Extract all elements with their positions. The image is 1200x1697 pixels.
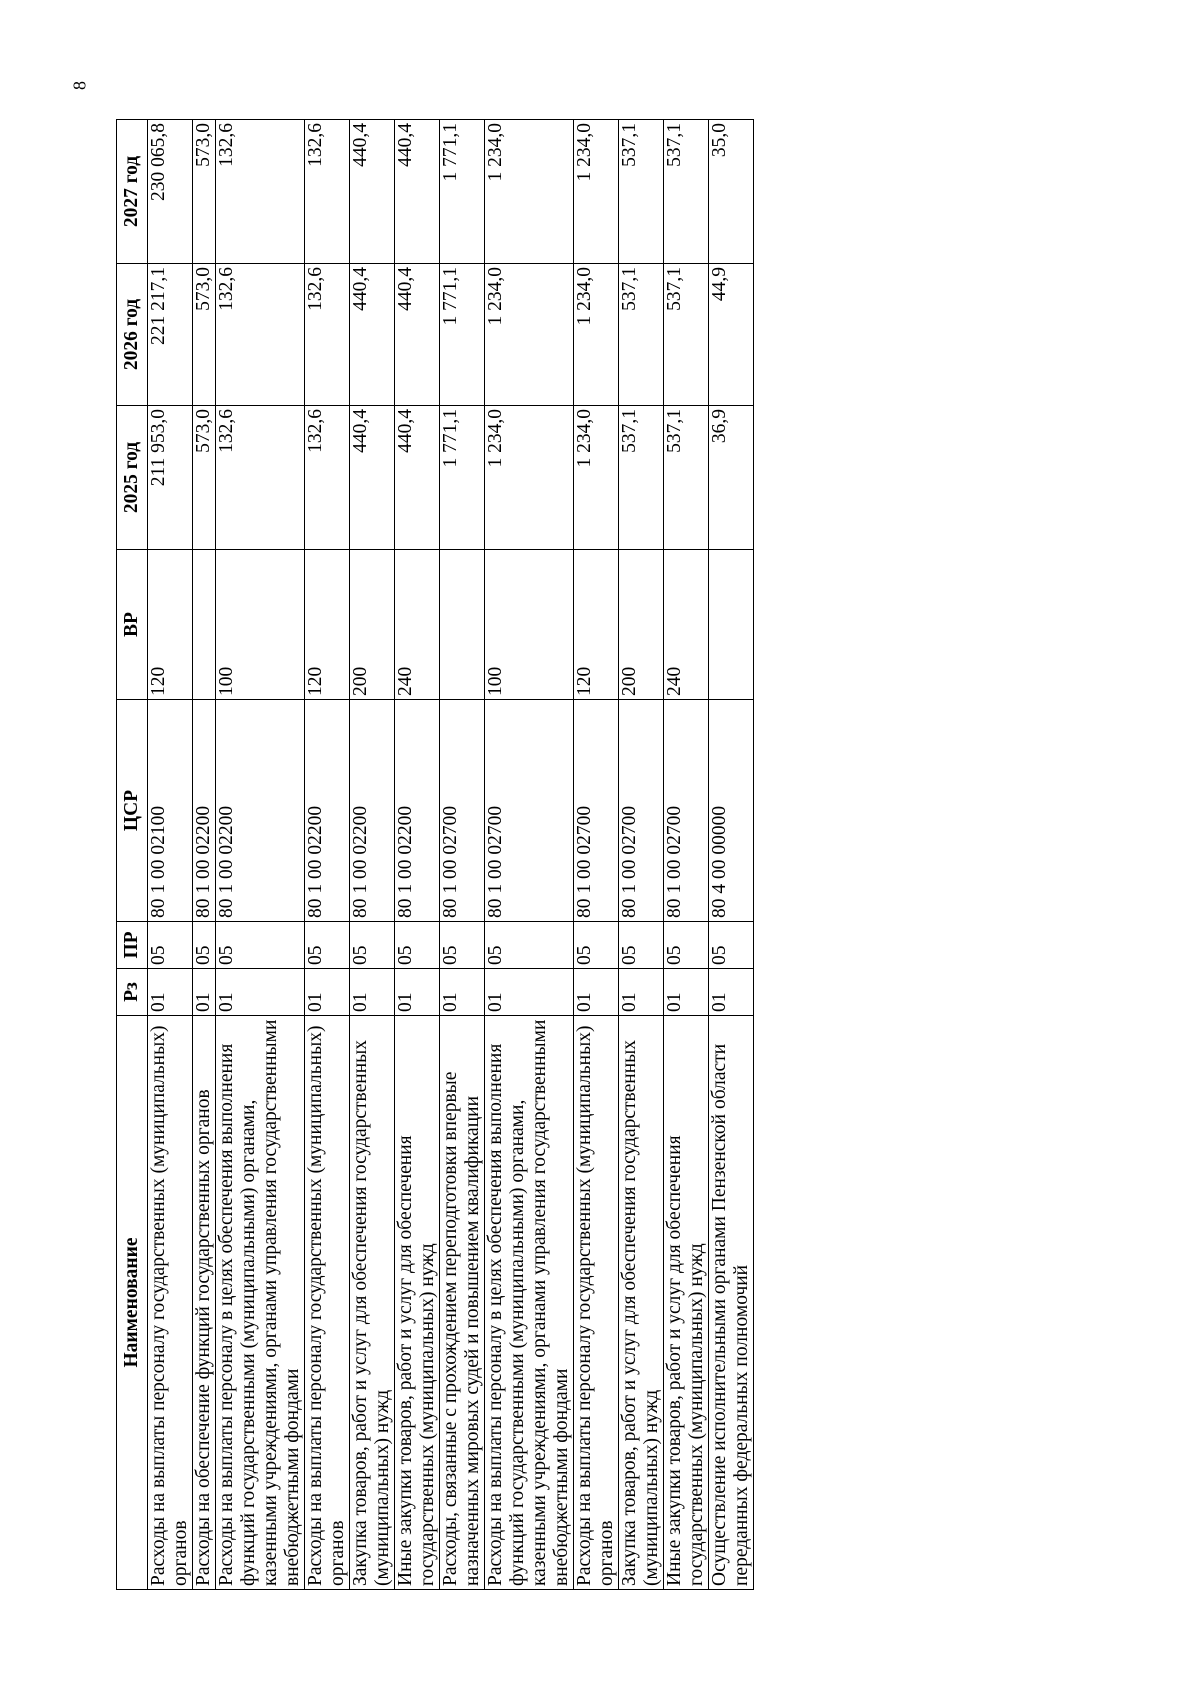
- header-2025: 2025 год: [117, 406, 148, 550]
- cell-2027: 440,4: [350, 120, 395, 264]
- cell-2025: 1 234,0: [574, 406, 619, 550]
- cell-2025: 537,1: [619, 406, 664, 550]
- header-row: [117, 120, 148, 1590]
- cell-2027: 537,1: [619, 120, 664, 264]
- cell-vr: 100: [216, 550, 305, 700]
- cell-2027: 132,6: [305, 120, 350, 264]
- table-row: [193, 120, 216, 1590]
- cell-csr: 80 1 00 02700: [574, 700, 619, 922]
- header-name: Наименование: [117, 1016, 148, 1590]
- cell-pr: 05: [148, 922, 193, 969]
- cell-2026: 537,1: [664, 264, 709, 406]
- cell-2027: 440,4: [395, 120, 440, 264]
- cell-name: Иные закупки товаров, работ и услуг для обеспечения государственных (муниципальных) нужд: [664, 1016, 709, 1590]
- cell-2025: 1 771,1: [440, 406, 485, 550]
- table-row: [305, 120, 350, 1590]
- cell-2027: 573,0: [193, 120, 216, 264]
- header-2026: 2026 год: [117, 264, 148, 406]
- cell-pr: 05: [664, 922, 709, 969]
- cell-rz: 01: [395, 969, 440, 1016]
- cell-2025: 132,6: [216, 406, 305, 550]
- budget-table: [116, 119, 754, 1590]
- cell-vr: 120: [148, 550, 193, 700]
- header-vr: ВР: [117, 550, 148, 700]
- cell-rz: 01: [193, 969, 216, 1016]
- cell-2026: 132,6: [216, 264, 305, 406]
- cell-pr: 05: [619, 922, 664, 969]
- table-row: [619, 120, 664, 1590]
- cell-pr: 05: [193, 922, 216, 969]
- cell-2026: 44,9: [709, 264, 754, 406]
- header-csr: ЦСР: [117, 700, 148, 922]
- cell-csr: 80 1 00 02700: [485, 700, 574, 922]
- cell-rz: 01: [305, 969, 350, 1016]
- cell-pr: 05: [305, 922, 350, 969]
- cell-2026: 1 234,0: [574, 264, 619, 406]
- cell-2026: 1 234,0: [485, 264, 574, 406]
- cell-2027: 230 065,8: [148, 120, 193, 264]
- cell-2025: 537,1: [664, 406, 709, 550]
- cell-rz: 01: [216, 969, 305, 1016]
- rotated-table-container: [116, 120, 1021, 1590]
- cell-pr: 05: [709, 922, 754, 969]
- cell-csr: 80 1 00 02100: [148, 700, 193, 922]
- cell-2025: 36,9: [709, 406, 754, 550]
- cell-rz: 01: [440, 969, 485, 1016]
- cell-2026: 221 217,1: [148, 264, 193, 406]
- cell-csr: 80 1 00 02700: [440, 700, 485, 922]
- cell-rz: 01: [664, 969, 709, 1016]
- cell-pr: 05: [574, 922, 619, 969]
- table-row: [216, 120, 305, 1590]
- cell-2026: 440,4: [395, 264, 440, 406]
- cell-csr: 80 1 00 02700: [619, 700, 664, 922]
- cell-2025: 132,6: [305, 406, 350, 550]
- cell-name: Осуществление исполнительными органами Пензенской области переданных федеральных полномочий: [709, 1016, 754, 1590]
- cell-vr: [193, 550, 216, 700]
- cell-csr: 80 1 00 02200: [216, 700, 305, 922]
- cell-rz: 01: [619, 969, 664, 1016]
- cell-2026: 573,0: [193, 264, 216, 406]
- cell-pr: 05: [350, 922, 395, 969]
- cell-2027: 1 234,0: [574, 120, 619, 264]
- cell-2027: 35,0: [709, 120, 754, 264]
- cell-csr: 80 1 00 02200: [395, 700, 440, 922]
- cell-csr: 80 1 00 02200: [193, 700, 216, 922]
- cell-vr: [440, 550, 485, 700]
- table-row: [148, 120, 193, 1590]
- cell-2027: 537,1: [664, 120, 709, 264]
- cell-pr: 05: [395, 922, 440, 969]
- cell-vr: 200: [619, 550, 664, 700]
- cell-vr: 120: [574, 550, 619, 700]
- cell-name: Расходы, связанные с прохождением переподготовки впервые назначенных мировых судей и повышением квалификации: [440, 1016, 485, 1590]
- header-pr: ПР: [117, 922, 148, 969]
- header-rz: Рз: [117, 969, 148, 1016]
- table-row: [664, 120, 709, 1590]
- cell-vr: 240: [395, 550, 440, 700]
- cell-csr: 80 1 00 02200: [350, 700, 395, 922]
- table-row: [440, 120, 485, 1590]
- cell-rz: 01: [709, 969, 754, 1016]
- header-2027: 2027 год: [117, 120, 148, 264]
- cell-csr: 80 1 00 02700: [664, 700, 709, 922]
- cell-pr: 05: [216, 922, 305, 969]
- table-row: [485, 120, 574, 1590]
- cell-vr: 120: [305, 550, 350, 700]
- cell-rz: 01: [574, 969, 619, 1016]
- table-row: [574, 120, 619, 1590]
- cell-2025: 440,4: [395, 406, 440, 550]
- cell-csr: 80 1 00 02200: [305, 700, 350, 922]
- cell-rz: 01: [350, 969, 395, 1016]
- cell-name: Расходы на выплаты персоналу государственных (муниципальных) органов: [305, 1016, 350, 1590]
- cell-2025: 573,0: [193, 406, 216, 550]
- cell-2026: 440,4: [350, 264, 395, 406]
- cell-name: Расходы на выплаты персоналу в целях обеспечения выполнения функций государственными (муниципальными) органами, казенными учреждениями, органами управления государственными внебюджетными фондами: [216, 1016, 305, 1590]
- cell-2026: 1 771,1: [440, 264, 485, 406]
- cell-name: Закупка товаров, работ и услуг для обеспечения государственных (муниципальных) нужд: [350, 1016, 395, 1590]
- table-row: [395, 120, 440, 1590]
- page-number: 8: [69, 81, 90, 90]
- cell-2025: 440,4: [350, 406, 395, 550]
- cell-2025: 211 953,0: [148, 406, 193, 550]
- cell-csr: 80 4 00 00000: [709, 700, 754, 922]
- cell-2025: 1 234,0: [485, 406, 574, 550]
- cell-rz: 01: [485, 969, 574, 1016]
- table-row: [350, 120, 395, 1590]
- cell-pr: 05: [485, 922, 574, 969]
- table-body: [148, 120, 754, 1590]
- table-row: [709, 120, 754, 1590]
- cell-vr: 100: [485, 550, 574, 700]
- cell-pr: 05: [440, 922, 485, 969]
- cell-rz: 01: [148, 969, 193, 1016]
- cell-name: Расходы на обеспечение функций государственных органов: [193, 1016, 216, 1590]
- cell-2027: 1 771,1: [440, 120, 485, 264]
- cell-name: Расходы на выплаты персоналу государственных (муниципальных) органов: [574, 1016, 619, 1590]
- cell-vr: 200: [350, 550, 395, 700]
- cell-name: Закупка товаров, работ и услуг для обеспечения государственных (муниципальных) нужд: [619, 1016, 664, 1590]
- cell-2026: 537,1: [619, 264, 664, 406]
- cell-name: Иные закупки товаров, работ и услуг для обеспечения государственных (муниципальных) нужд: [395, 1016, 440, 1590]
- cell-vr: 240: [664, 550, 709, 700]
- cell-2027: 132,6: [216, 120, 305, 264]
- cell-2027: 1 234,0: [485, 120, 574, 264]
- cell-name: Расходы на выплаты персоналу государственных (муниципальных) органов: [148, 1016, 193, 1590]
- cell-name: Расходы на выплаты персоналу в целях обеспечения выполнения функций государственными (муниципальными) органами, казенными учреждениями, органами управления государственными внебюджетными фондами: [485, 1016, 574, 1590]
- cell-vr: [709, 550, 754, 700]
- cell-2026: 132,6: [305, 264, 350, 406]
